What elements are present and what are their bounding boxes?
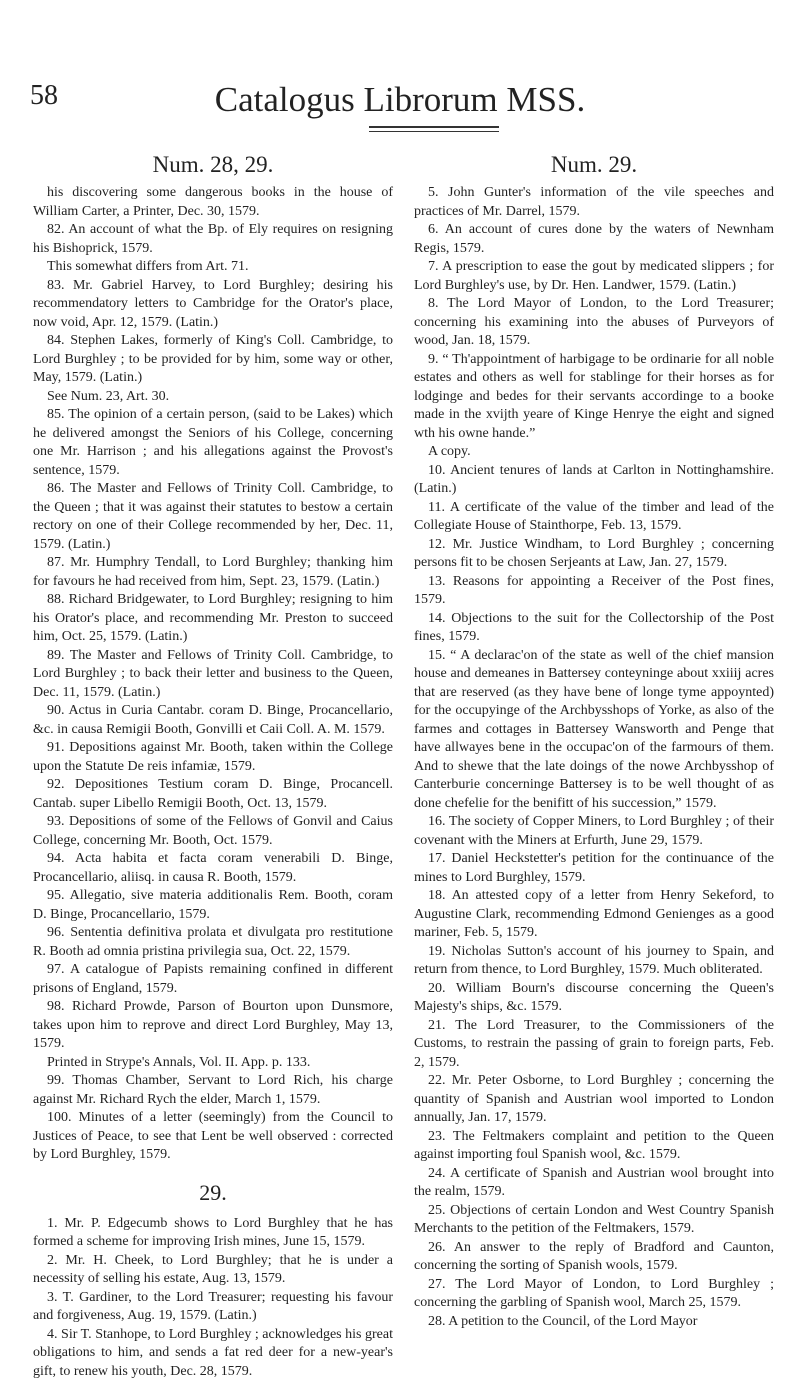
catalogue-entry: 27. The Lord Mayor of London, to Lord Burghley ; concerning the garbling of Spanish wool, March 25, 1579. xyxy=(414,1276,774,1313)
left-column-heading: Num. 28, 29. xyxy=(33,150,393,180)
catalogue-entry: 5. John Gunter's information of the vile speeches and practices of Mr. Darrel, 1579. xyxy=(414,184,774,221)
catalogue-entry: 1. Mr. P. Edgecumb shows to Lord Burghley that he has formed a scheme for improving Irish mines, June 15, 1579. xyxy=(33,1215,393,1252)
catalogue-entry: 86. The Master and Fellows of Trinity Coll. Cambridge, to the Queen ; that it was against their statutes to bestow a certain rectory on one of their College recommended by her, Dec. 11, 1579. (Latin.) xyxy=(33,480,393,554)
catalogue-entry: 99. Thomas Chamber, Servant to Lord Rich, his charge against Mr. Richard Rych the elder, March 1, 1579. xyxy=(33,1072,393,1109)
catalogue-entry: 83. Mr. Gabriel Harvey, to Lord Burghley; desiring his recommendatory letters to Cambridge for the Orator's place, now void, Apr. 12, 1579. (Latin.) xyxy=(33,277,393,333)
catalogue-entry: 12. Mr. Justice Windham, to Lord Burghley ; concerning persons fit to be chosen Serjeants at Law, Jan. 27, 1579. xyxy=(414,536,774,573)
catalogue-entry: 23. The Feltmakers complaint and petition to the Queen against importing foul Spanish wool, &c. 1579. xyxy=(414,1128,774,1165)
catalogue-entry: 15. “ A declarac'on of the state as well of the chief mansion house and demeanes in Battersey conteyninge about xxiiij acres that are reserved (as they have bene of longe tyme appoynted) for the occupyinge of the Archbysshops of Yorke, as also of the farmes and cottages in Battersey Wansworth and Penge that have allwayes bene in the occupac'on of the farmours of them. And to shewe that the late doings of the nowe Archbysshop of Canterburie concerninge Battersey is to be well thought of as done chefelie for the benifitt of his succession,” 1579. xyxy=(414,647,774,814)
catalogue-entry: 85. The opinion of a certain person, (said to be Lakes) which he delivered amongst the Seniors of his College, concerning one Mr. Harrison ; and his allegations against the Provost's sentence, 1579. xyxy=(33,406,393,480)
catalogue-entry: 11. A certificate of the value of the timber and lead of the Collegiate House of Stainthorpe, Feb. 13, 1579. xyxy=(414,499,774,536)
catalogue-entry: Printed in Strype's Annals, Vol. II. App. p. 133. xyxy=(33,1054,393,1073)
page-title: Catalogus Librorum MSS. xyxy=(0,80,800,120)
catalogue-entry: 28. A petition to the Council, of the Lord Mayor xyxy=(414,1313,774,1332)
page-number: 58 xyxy=(30,80,58,112)
catalogue-entry: 96. Sententia definitiva prolata et divulgata pro restitutione R. Booth ad omnia pristina privilegia sua, Oct. 22, 1579. xyxy=(33,924,393,961)
catalogue-entry: 90. Actus in Curia Cantabr. coram D. Binge, Procancellario, &c. in causa Remigii Booth, Gonvilli et Caii Coll. A. M. 1579. xyxy=(33,702,393,739)
catalogue-entry: his discovering some dangerous books in the house of William Carter, a Printer, Dec. 30, 1579. xyxy=(33,184,393,221)
catalogue-entry: 20. William Bourn's discourse concerning the Queen's Majesty's ships, &c. 1579. xyxy=(414,980,774,1017)
catalogue-entry: 7. A prescription to ease the gout by medicated slippers ; for Lord Burghley's use, by Dr. Hen. Landwer, 1579. (Latin.) xyxy=(414,258,774,295)
catalogue-entry: 97. A catalogue of Papists remaining confined in different prisons of England, 1579. xyxy=(33,961,393,998)
left-column xyxy=(33,150,393,1381)
catalogue-entry: 10. Ancient tenures of lands at Carlton in Nottinghamshire. (Latin.) xyxy=(414,462,774,499)
catalogue-entry: 89. The Master and Fellows of Trinity Coll. Cambridge, to Lord Burghley ; to back their letter and business to the Queen, Dec. 11, 1579. (Latin.) xyxy=(33,647,393,703)
catalogue-entry: 25. Objections of certain London and West Country Spanish Merchants to the petition of the Feltmakers, 1579. xyxy=(414,1202,774,1239)
catalogue-entry: 21. The Lord Treasurer, to the Commissioners of the Customs, to restrain the passing of grain to foreign parts, Feb. 2, 1579. xyxy=(414,1017,774,1073)
catalogue-entry: This somewhat differs from Art. 71. xyxy=(33,258,393,277)
catalogue-entry: 8. The Lord Mayor of London, to the Lord Treasurer; concerning his examining into the abuses of Purveyors of wood, Jan. 18, 1579. xyxy=(414,295,774,351)
catalogue-entry: A copy. xyxy=(414,443,774,462)
catalogue-entry: 93. Depositions of some of the Fellows of Gonvil and Caius College, concerning Mr. Booth, Oct. 1579. xyxy=(33,813,393,850)
catalogue-entry: 24. A certificate of Spanish and Austrian wool brought into the realm, 1579. xyxy=(414,1165,774,1202)
catalogue-entry: 84. Stephen Lakes, formerly of King's Coll. Cambridge, to Lord Burghley ; to be provided for by him, some way or other, May, 1579. (Latin.) xyxy=(33,332,393,388)
right-column xyxy=(414,150,774,1331)
catalogue-entry: 82. An account of what the Bp. of Ely requires on resigning his Bishoprick, 1579. xyxy=(33,221,393,258)
catalogue-entry: 26. An answer to the reply of Bradford and Caunton, concerning the sorting of Spanish wools, 1579. xyxy=(414,1239,774,1276)
catalogue-entry: 18. An attested copy of a letter from Henry Sekeford, to Augustine Clark, recommending Edmond Genienges as a good mariner, Feb. 5, 1579. xyxy=(414,887,774,943)
catalogue-entry: 6. An account of cures done by the waters of Newnham Regis, 1579. xyxy=(414,221,774,258)
catalogue-entry: 4. Sir T. Stanhope, to Lord Burghley ; acknowledges his great obligations to him, and sends a fat red deer for a new-year's gift, to renew his youth, Dec. 28, 1579. xyxy=(33,1326,393,1381)
right-column-heading: Num. 29. xyxy=(414,150,774,180)
catalogue-entry: See Num. 23, Art. 30. xyxy=(33,388,393,407)
catalogue-entry: 100. Minutes of a letter (seemingly) from the Council to Justices of Peace, to see that Lent be well observed : corrected by Lord Burghley, 1579. xyxy=(33,1109,393,1165)
catalogue-entry: 17. Daniel Heckstetter's petition for the continuance of the mines to Lord Burghley, 1579. xyxy=(414,850,774,887)
catalogue-entry: 13. Reasons for appointing a Receiver of the Post fines, 1579. xyxy=(414,573,774,610)
catalogue-entry: 2. Mr. H. Cheek, to Lord Burghley; that he is under a necessity of selling his estate, Aug. 13, 1579. xyxy=(33,1252,393,1289)
catalogue-entry: 16. The society of Copper Miners, to Lord Burghley ; of their covenant with the Miners at Erfurth, June 29, 1579. xyxy=(414,813,774,850)
catalogue-entry: 92. Depositiones Testium coram D. Binge, Procancell. Cantab. super Libello Remigii Booth, Oct. 13, 1579. xyxy=(33,776,393,813)
left-section-entries xyxy=(33,1215,393,1381)
catalogue-entry: 91. Depositions against Mr. Booth, taken within the College upon the Statute De reis infamiæ, 1579. xyxy=(33,739,393,776)
section-heading: 29. xyxy=(33,1179,393,1207)
catalogue-entry: 3. T. Gardiner, to the Lord Treasurer; requesting his favour and forgiveness, Aug. 19, 1579. (Latin.) xyxy=(33,1289,393,1326)
left-entries xyxy=(33,184,393,1165)
title-rule xyxy=(369,126,499,132)
catalogue-entry: 22. Mr. Peter Osborne, to Lord Burghley ; concerning the quantity of Spanish and Austrian wool imported to London annually, Jan. 17, 1579. xyxy=(414,1072,774,1128)
catalogue-entry: 95. Allegatio, sive materia additionalis Rem. Booth, coram D. Binge, Procancellario, 1579. xyxy=(33,887,393,924)
catalogue-entry: 14. Objections to the suit for the Collectorship of the Post fines, 1579. xyxy=(414,610,774,647)
catalogue-entry: 9. “ Th'appointment of harbigage to be ordinarie for all noble estates and others as well for stablinge for their horses as for lodginge and bedes for their servants accordinge to a booke made in the xvijth yeare of Kinge Henrye the eight and signed wth his owne hande.” xyxy=(414,351,774,444)
catalogue-entry: 88. Richard Bridgewater, to Lord Burghley; resigning to him his Orator's place, and recommending Mr. Preston to succeed him, Oct. 25, 1579. (Latin.) xyxy=(33,591,393,647)
right-entries xyxy=(414,184,774,1331)
catalogue-entry: 19. Nicholas Sutton's account of his journey to Spain, and return from thence, to Lord Burghley, 1579. Much obliterated. xyxy=(414,943,774,980)
catalogue-entry: 87. Mr. Humphry Tendall, to Lord Burghley; thanking him for favours he had received from him, Sept. 23, 1579. (Latin.) xyxy=(33,554,393,591)
catalogue-entry: 98. Richard Prowde, Parson of Bourton upon Dunsmore, takes upon him to reprove and direct Lord Burghley, May 13, 1579. xyxy=(33,998,393,1054)
catalogue-entry: 94. Acta habita et facta coram venerabili D. Binge, Procancellario, aliisq. in causa R. Booth, 1579. xyxy=(33,850,393,887)
